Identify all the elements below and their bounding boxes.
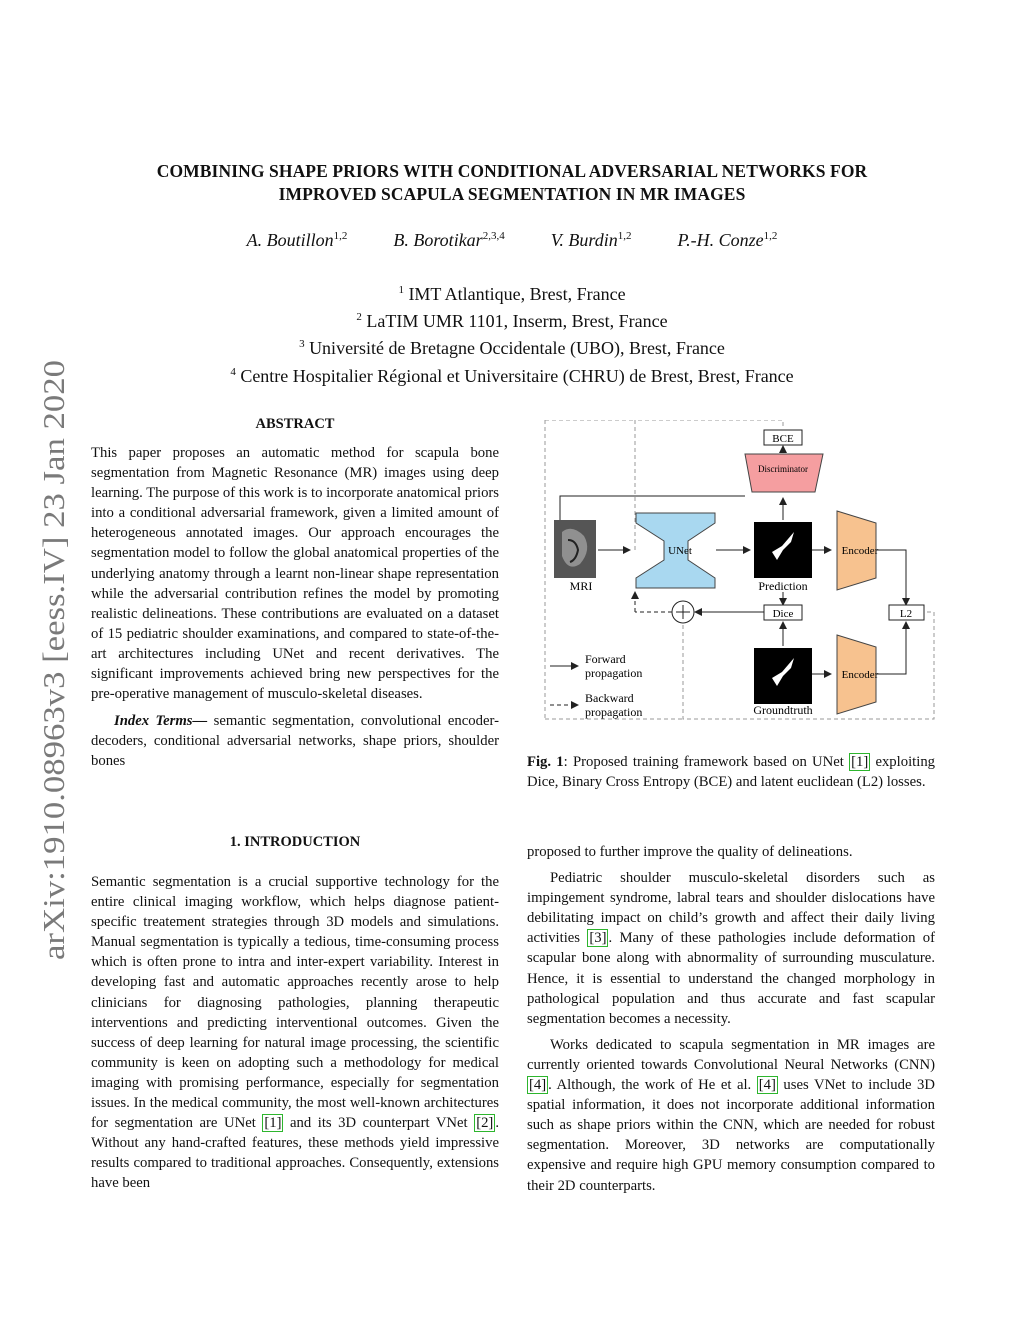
encoder-bottom-label: Encoder xyxy=(841,669,879,681)
affiliation: $^1$ IMT Atlantique, Brest, France xyxy=(398,284,626,304)
citation-link[interactable]: [1] xyxy=(851,754,869,770)
citation-link[interactable]: [4] xyxy=(758,1077,776,1094)
citation-link[interactable]: [3] xyxy=(589,930,607,947)
bce-label: BCE xyxy=(772,433,794,445)
abstract-body xyxy=(91,443,499,772)
right-column-body xyxy=(527,842,935,1196)
legend-forward-1: Forward xyxy=(585,652,626,666)
paragraph: proposed to further improve the quality of delineations. xyxy=(527,844,853,860)
citation-link[interactable]: [4] xyxy=(529,1077,547,1094)
intro-heading: 1. INTRODUCTION xyxy=(229,834,361,850)
figure-caption: Fig. 1: Proposed training framework based on UNet [1] exploiting Dice, Binary Cross Entropy (BCE) and latent euclidean (L2) losses. xyxy=(527,754,936,790)
affiliations xyxy=(110,279,914,388)
prediction-label: Prediction xyxy=(758,579,808,593)
intro-body xyxy=(91,872,499,1194)
affiliation: $^4$ Centre Hospitalier Régional et Universitaire (CHRU) de Brest, Brest, France xyxy=(230,365,794,386)
encoder-top-label: Encoder xyxy=(841,545,879,557)
legend-forward-2: propagation xyxy=(585,666,643,680)
author-list xyxy=(110,230,914,251)
title-line-2: IMPROVED SCAPULA SEGMENTATION IN MR IMAGES xyxy=(278,184,746,204)
author: B. Borotikar$^{2,3,4}$ xyxy=(393,230,505,250)
arxiv-stamp-text: arXiv:1910.08963v3 [eess.IV] 23 Jan 2020 xyxy=(36,424,71,960)
citation-link[interactable]: [1] xyxy=(264,1115,282,1132)
paper-title xyxy=(80,160,944,206)
affiliation: $^3$ Université de Bretagne Occidentale (UBO), Brest, France xyxy=(299,338,725,359)
l2-label: L2 xyxy=(899,608,913,620)
author: A. Boutillon$^{1,2}$ xyxy=(246,230,348,250)
author: V. Burdin$^{1,2}$ xyxy=(550,230,632,250)
groundtruth-label: Groundtruth xyxy=(753,703,813,717)
author: P.-H. Conze$^{1,2}$ xyxy=(677,230,778,250)
mri-label: MRI xyxy=(569,579,593,593)
legend-backward-2: propagation xyxy=(585,705,643,719)
paragraph: Pediatric shoulder musculo-skeletal disorders such as impingement syndrome, labral tears and shoulder dislocations have debilitating impact on child’s growth and affect their daily living activities [3] . Many of these pathologies include deformation of scapular bone along with abnormality of surrounding musculature. Hence, it is essential to understand the changed morphology in pathological population and thus accurate and fast scapular segmentation becomes a necessity. xyxy=(527,870,935,1027)
title-line-1: COMBINING SHAPE PRIORS WITH CONDITIONAL ADVERSARIAL NETWORKS FOR xyxy=(156,161,868,181)
paragraph: Works dedicated to scapula segmentation in MR images are currently oriented towards Convolutional Neural Networks (CNN) [4] . Although, the work of He et al. [4] uses VNet to include 3D spatial information, it does not incorporate additional information such as shape priors within the CNN, which are needed for robust segmentation. Moreover, 3D networks are computationally expensive and require high GPU memory consumption compared to their 2D counterparts. xyxy=(527,1036,935,1194)
arxiv-stamp xyxy=(20,350,80,970)
abstract-text: This paper proposes an automatic method for scapula bone segmentation from Magnetic Resonance (MR) images using deep learning. The purpose of this work is to incorporate anatomical priors into a conditional adversarial framework, given a limited amount of heterogeneous annotated images. Our approach encourages the segmentation model to follow the global anatomical properties of the underlying anatomy through a learnt non-linear shape representation while the adversarial contribution refines the model by promoting realistic delineations. These contributions are evaluated on a dataset of 15 pediatric shoulder examinations, and compared to state-of-the-art architectures including UNet and recent derivatives. The significant improvements achieved bring new perspectives for the pre-operative management of musculo-skeletal diseases. xyxy=(91,445,500,703)
index-terms: Index Terms— semantic segmentation, convolutional encoder-decoders, conditional adversarial networks, shape priors, shoulder bones xyxy=(91,713,499,770)
legend-backward-1: Backward xyxy=(585,691,634,705)
figure-1 xyxy=(540,420,940,720)
citation-link[interactable]: [2] xyxy=(476,1115,494,1132)
unet-label: UNet xyxy=(668,545,692,557)
dice-label: Dice xyxy=(772,608,794,620)
discriminator-label: Discriminator xyxy=(758,464,808,474)
affiliation: $^2$ LaTIM UMR 1101, Inserm, Brest, France xyxy=(356,311,668,332)
intro-paragraph: Semantic segmentation is a crucial supportive technology for the entire clinical imaging workflow, which helps diagnose patient-specific treatement strategies through 3D models and simulations. Manual segmentation is typically a tedious, time-consuming process which is often prone to intra and inter-expert variability. Interest in developing fast and automatic approaches recently arose to help clinicians for diagnosing pathologies, planning therapeutic interventions and predicting interventional outcomes. Given the success of deep learning for natural image processing, the scientific community is keen on adopting such a methodology for medical imaging with promising performance, especially for segmentation issues. In the medical community, the most well-known architectures for segmentation are UNet [1] and its 3D counterpart VNet [2] . Without any hand-crafted features, these methods yield impressive results compared to traditional approaches. Consequently, extensions have been xyxy=(91,874,499,1192)
abstract-heading: ABSTRACT xyxy=(255,416,335,432)
